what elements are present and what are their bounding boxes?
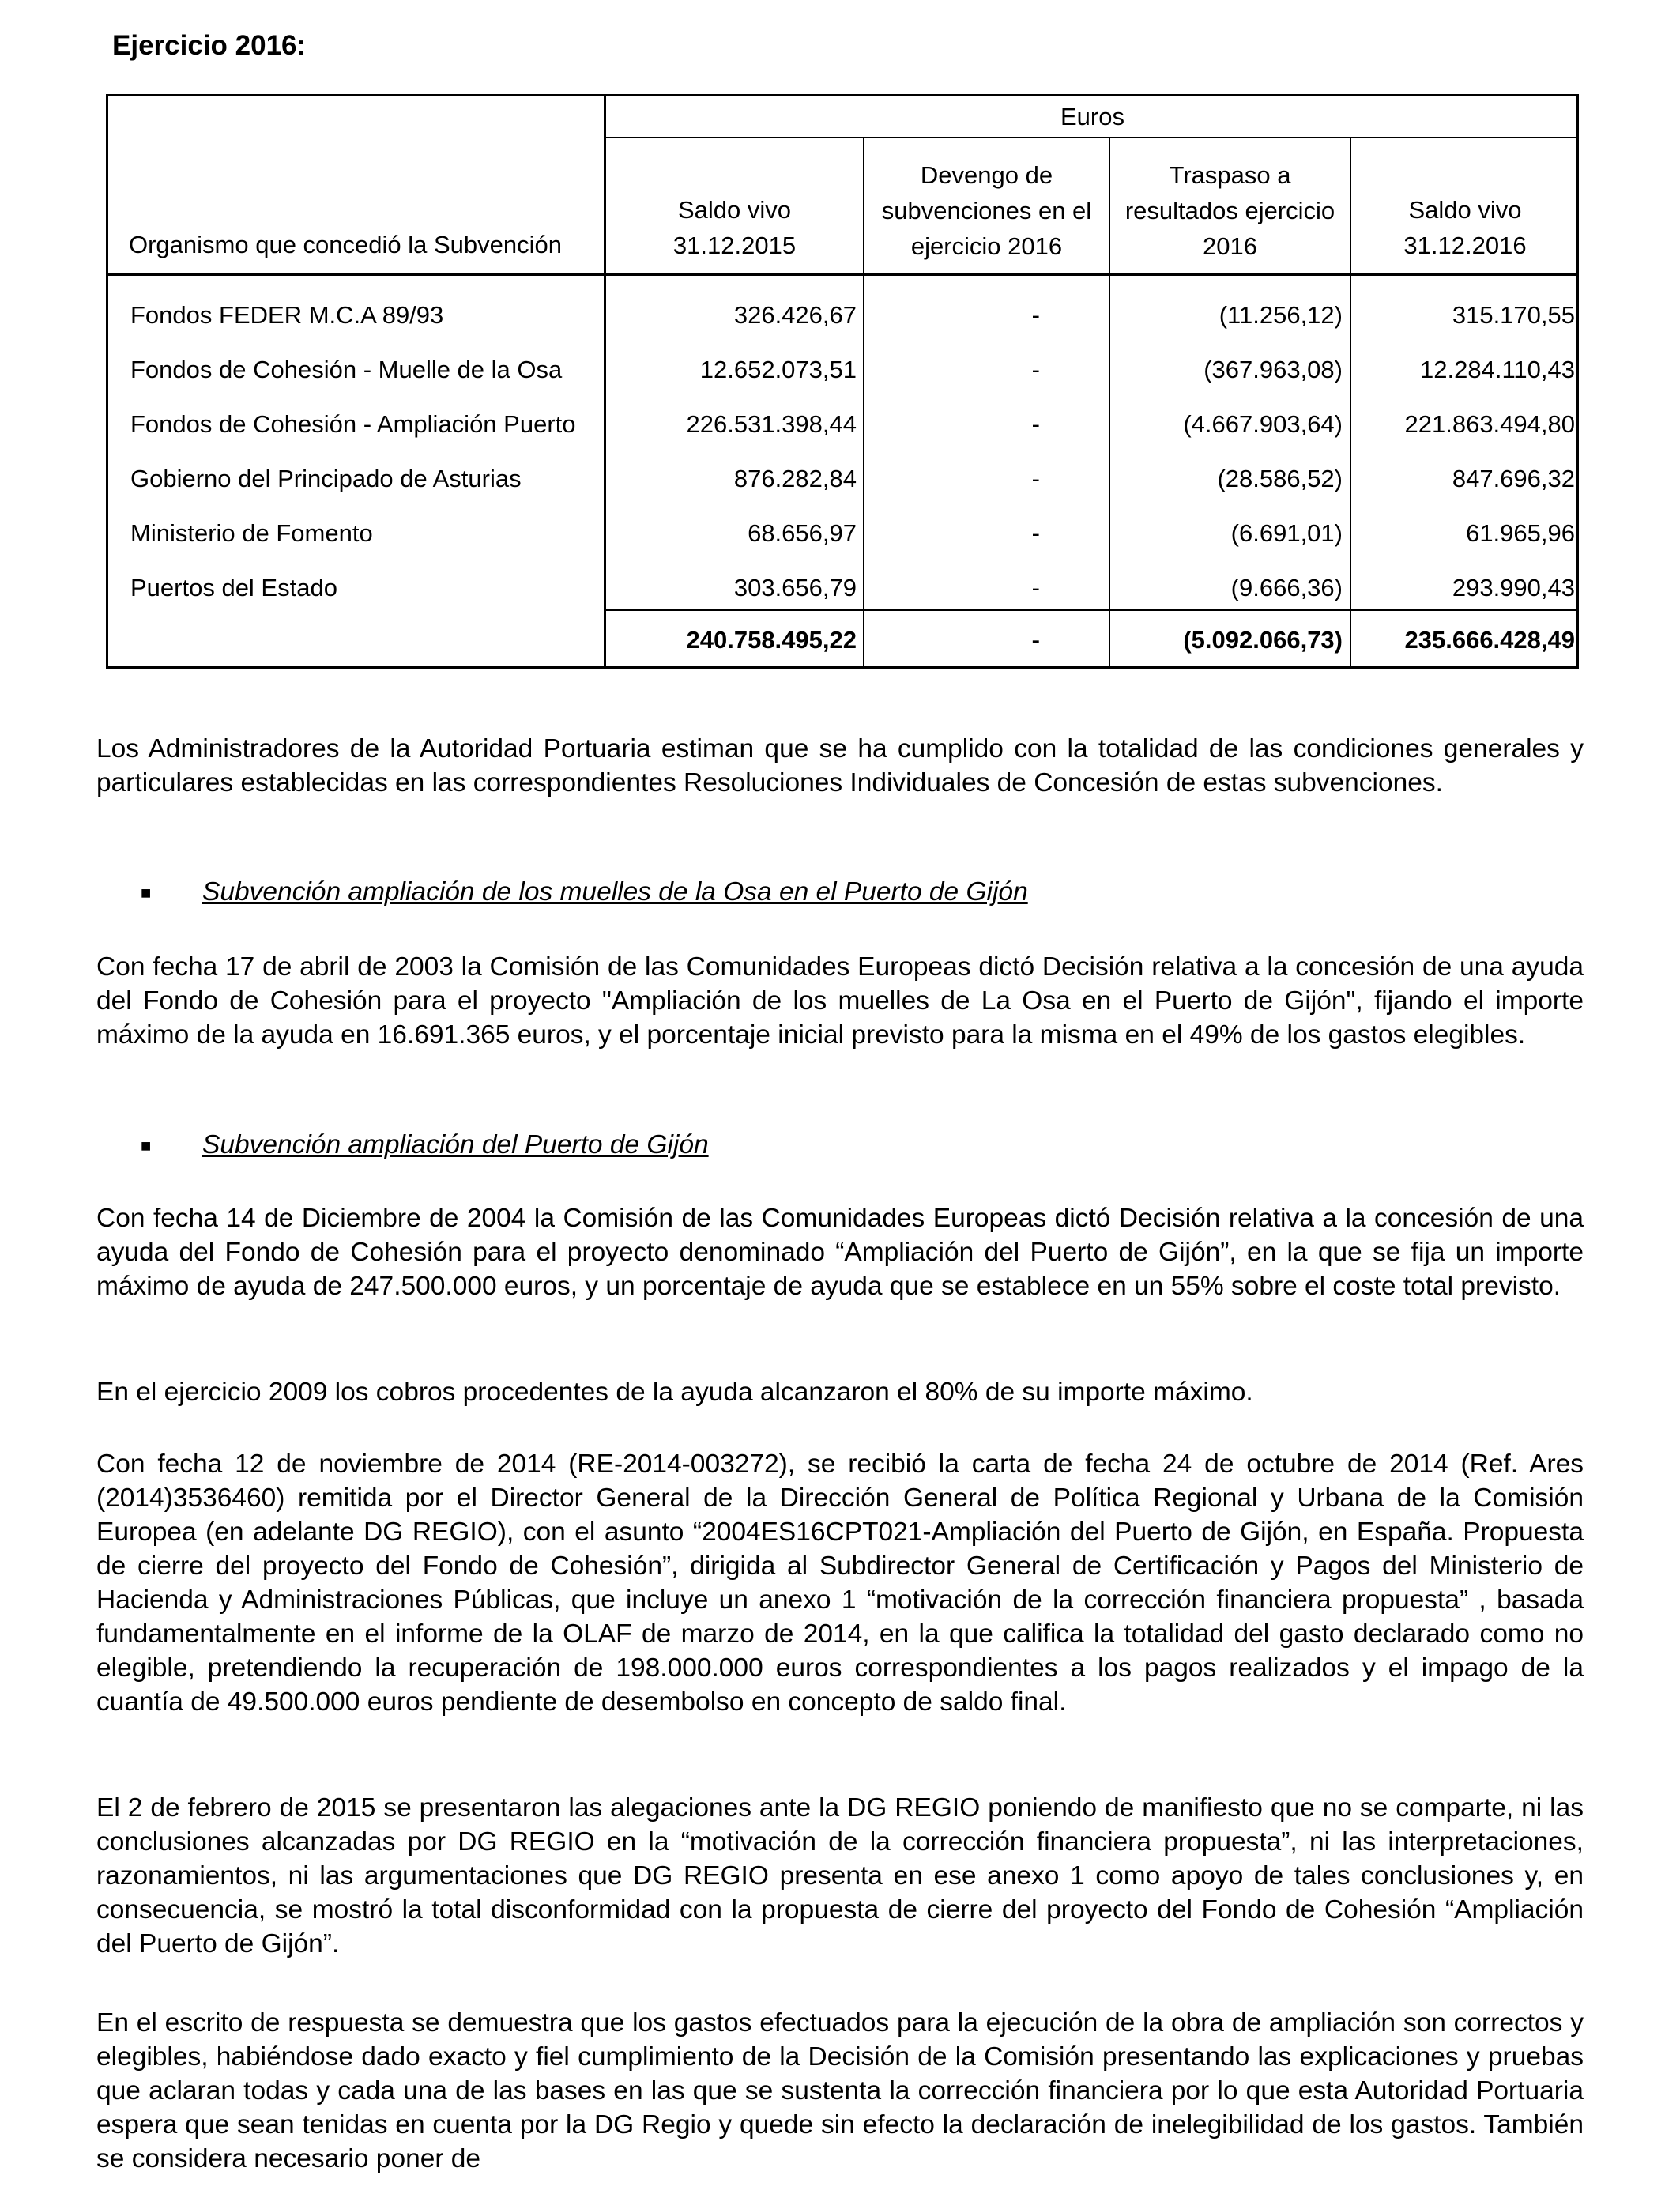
row-organismo: Gobierno del Principado de Asturias: [130, 465, 522, 492]
row-saldo-2015: 226.531.398,44: [686, 410, 857, 438]
row-devengo: -: [1031, 301, 1040, 329]
row-saldo-2016: 12.284.110,43: [1420, 356, 1575, 383]
paragraph-alegaciones-2015: El 2 de febrero de 2015 se presentaron las alegaciones ante la DG REGIO poniendo de manifiesto que no se comparte, ni las conclusiones alcanzadas por DG REGIO en la “motivación de la corrección financiera propuesta”, ni las interpretaciones, razonamientos, ni las argumentaciones que DG REGIO presenta en ese anexo 1 como apoyo de tales conclusiones y, en consecuencia, se mostró la total disconformidad con la propuesta de cierre del proyecto del Fondo de Cohesión “Ampliación del Puerto de Gijón”.: [96, 1793, 1584, 1958]
total-devengo: -: [1031, 626, 1040, 654]
total-saldo-2016: 235.666.428,49: [1404, 626, 1575, 654]
row-saldo-2016: 293.990,43: [1452, 574, 1575, 601]
organismo-header: Organismo que concedió la Subvención: [129, 231, 563, 258]
saldo-2016-header: Saldo vivo 31.12.2016: [1403, 196, 1527, 259]
total-traspaso: (5.092.066,73): [1183, 626, 1343, 654]
row-devengo: -: [1031, 465, 1040, 492]
paragraph-decision-2004: Con fecha 14 de Diciembre de 2004 la Comisión de las Comunidades Europeas dictó Decisión relativa a la concesión de una ayuda del Fondo de Cohesión para el proyecto denominado “Ampliación del Puerto de Gijón”, en la que se fija un importe máximo de ayuda de 247.500.000 euros, y un porcentaje de ayuda que se establece en un 55% sobre el coste total previsto.: [96, 1204, 1584, 1301]
saldo-2015-header: Saldo vivo 31.12.2015: [672, 196, 797, 259]
paragraph-cobros-2009: En el ejercicio 2009 los cobros procedentes de la ayuda alcanzaron el 80% de su importe máximo.: [96, 1378, 1253, 1407]
row-organismo: Fondos de Cohesión - Muelle de la Osa: [130, 356, 563, 383]
row-devengo: -: [1031, 574, 1040, 601]
row-traspaso: (4.667.903,64): [1183, 410, 1343, 438]
paragraph-decision-2003: Con fecha 17 de abril de 2003 la Comisión de las Comunidades Europeas dictó Decisión relativa a la concesión de una ayuda del Fondo de Cohesión para el proyecto "Ampliación de los muelles de La Osa en el Puerto de Gijón", fijando el importe máximo de la ayuda en 16.691.365 euros, y el porcentaje inicial previsto para la misma en el 49% de los gastos elegibles.: [96, 952, 1584, 1050]
row-saldo-2016: 61.965,96: [1466, 519, 1575, 547]
row-saldo-2016: 315.170,55: [1452, 301, 1575, 329]
row-saldo-2015: 12.652.073,51: [699, 356, 857, 383]
table-divider: [604, 137, 1579, 138]
paragraph-cumplimiento: Los Administradores de la Autoridad Portuaria estiman que se ha cumplido con la totalidad de las condiciones generales y particulares establecidas en las correspondientes Resoluciones Individuales de Concesión de estas subvenciones.: [96, 734, 1584, 797]
table-divider: [604, 609, 1579, 611]
row-saldo-2015: 68.656,97: [748, 519, 857, 547]
row-traspaso: (28.586,52): [1217, 465, 1343, 492]
paragraph-escrito-respuesta: En el escrito de respuesta se demuestra que los gastos efectuados para la ejecución de la obra de ampliación son correctos y elegibles, habiéndose dado exacto y fiel cumplimiento de la Decisión de la Comisión presentando las explicaciones y pruebas que aclaran todas y cada una de las bases en las que se sustenta la corrección financiera por lo que esta Autoridad Portuaria espera que sean tenidas en cuenta por la DG Regio y quede sin efecto la declaración de inelegibilidad de los gastos. También se considera necesario poner de: [96, 2008, 1584, 2173]
table-divider: [108, 273, 1579, 276]
euros-header: Euros: [1060, 103, 1124, 130]
subheading-muelles-osa: Subvención ampliación de los muelles de la Osa en el Puerto de Gijón: [202, 877, 1028, 907]
subheading-ampliacion-puerto: Subvención ampliación del Puerto de Gijón: [202, 1130, 709, 1159]
row-saldo-2015: 326.426,67: [733, 301, 857, 329]
row-devengo: -: [1031, 410, 1040, 438]
row-organismo: Fondos FEDER M.C.A 89/93: [130, 301, 444, 329]
row-saldo-2016: 847.696,32: [1452, 465, 1575, 492]
devengo-header: Devengo de subvenciones en el ejercicio 2016: [881, 161, 1092, 260]
row-devengo: -: [1031, 356, 1040, 383]
subsidies-table: [106, 94, 1579, 669]
total-saldo-2015: 240.758.495,22: [686, 626, 857, 654]
traspaso-header: Traspaso a resultados ejercicio 2016: [1124, 161, 1335, 260]
bullet-square-icon: ■: [141, 883, 152, 903]
row-organismo: Fondos de Cohesión - Ampliación Puerto: [130, 410, 576, 438]
row-devengo: -: [1031, 519, 1040, 547]
row-traspaso: (11.256,12): [1219, 301, 1343, 329]
row-organismo: Puertos del Estado: [130, 574, 337, 601]
row-traspaso: (367.963,08): [1203, 356, 1343, 383]
row-saldo-2015: 303.656,79: [733, 574, 857, 601]
bullet-square-icon: ■: [141, 1136, 152, 1155]
section-heading: Ejercicio 2016:: [112, 30, 307, 61]
paragraph-carta-2014: Con fecha 12 de noviembre de 2014 (RE-2014-003272), se recibió la carta de fecha 24 de octubre de 2014 (Ref. Ares (2014)3536460) remitida por el Director General de la Dirección General de Política Regional y Urbana de la Comisión Europea (en adelante DG REGIO), con el asunto “2004ES16CPT021-Ampliación del Puerto de Gijón, en España. Propuesta de cierre del proyecto del Fondo de Cohesión”, dirigida al Subdirector General de Certificación y Pagos del Ministerio de Hacienda y Administraciones Públicas, que incluye un anexo 1 “motivación de la corrección financiera propuesta” , basada fundamentalmente en el informe de la OLAF de marzo de 2014, en la que califica la totalidad del gasto declarado como no elegible, pretendiendo la recuperación de 198.000.000 euros correspondientes a los pagos realizados y el impago de la cuantía de 49.500.000 euros pendiente de desembolso en concepto de saldo final.: [96, 1449, 1584, 1717]
row-traspaso: (6.691,01): [1230, 519, 1343, 547]
row-traspaso: (9.666,36): [1230, 574, 1343, 601]
row-organismo: Ministerio de Fomento: [130, 519, 373, 547]
row-saldo-2015: 876.282,84: [733, 465, 857, 492]
row-saldo-2016: 221.863.494,80: [1404, 410, 1575, 438]
